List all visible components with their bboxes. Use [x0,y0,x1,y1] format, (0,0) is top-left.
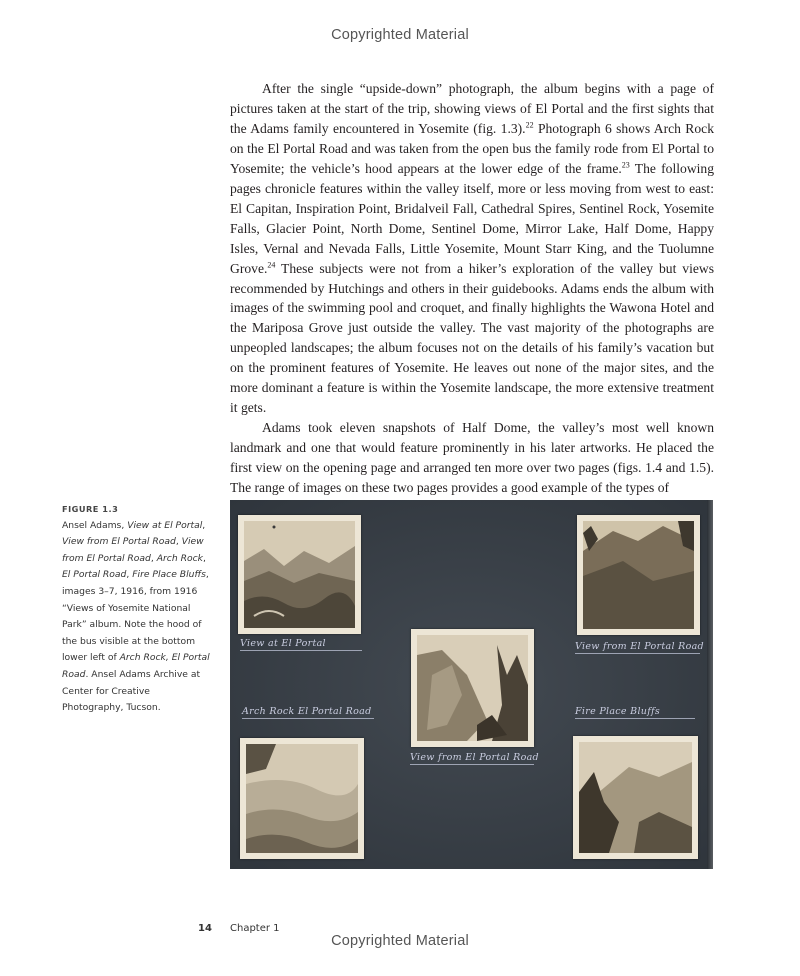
photo-image [583,521,694,629]
album-edge [707,500,713,869]
footnote-ref: 22 [525,120,534,130]
chapter-label: Chapter 1 [230,923,280,934]
photo-view-from-el-portal-road-right [577,515,700,635]
footnote-ref: 23 [621,160,630,170]
body-text [230,79,714,498]
photo-fire-place-bluffs [573,736,698,859]
photo-image [417,635,528,741]
photo-view-from-el-portal-road-center [411,629,534,747]
photo-view-at-el-portal [238,515,361,634]
label-arch-rock: Arch Rock El Portal Road [242,706,374,719]
label-view-at-el-portal: View at El Portal [240,638,362,651]
photo-image [579,742,692,853]
figure-caption: FIGURE 1.3 Ansel Adams, View at El Portal, View from El Portal Road, View from El Portal Road, Arch Rock, El Portal Road, Fire Place Bluffs, images 3–7, 1916, from 1916 “Views of Yosemite National Park” album. Note the hood of the bus visible at the bottom lower left of Arch Rock, El Portal Road. Ansel Adams Archive at Center for Creative Photography, Tucson. [62,501,214,717]
paragraph-2: Adams took eleven snapshots of Half Dome, the valley’s most well known landmark and one that would feature prominently in his later artworks. He placed the first view on the opening page and arranged ten more over two pages (figs. 1.4 and 1.5). The range of images on these two pages provides a good example of the types of [230,420,714,496]
album-page-figure [230,500,713,869]
copyright-header: Copyrighted Material [331,27,469,43]
photo-image [246,744,358,853]
label-view-from-el-portal-road-center: View from El Portal Road [410,752,539,763]
paragraph-1: After the single “upside-down” photograph, the album begins with a page of pictures taken at the start of the trip, showing views of El Portal and the first sights that the Adams family encountered in Yosemite (fig. 1.3).$^{22}$ Photograph 6 shows Arch Rock on the El Portal Road and was taken from the open bus the family rode from El Portal to Yosemite; the vehicle’s hood appears at the lower edge of the frame.$^{23}$ The following pages chronicle features within the valley itself, more or less moving from west to east: El Capitan, Inspiration Point, Bridalveil Fall, Cathedral Spires, Sentinel Rock, Yosemite Falls, Glacier Point, North Dome, Sentinel Dome, Mirror Lake, Half Dome, Happy Isles, Vernal and Nevada Falls, Little Yosemite, Mount Starr King, and the Tuolumne Grove.$^{24}$ These subjects were not from a hiker’s exploration of the valley but views recommended by Hutchings and others in their guidebooks. Adams ends the album with images of the swimming pool and croquet, and finally highlights the Wawona Hotel and the Mariposa Grove just outside the valley. The vast majority of the photographs are unpeopled landscapes; the album focuses not on the details of his family’s vacation but on the prominent features of Yosemite. He leaves out none of the major sites, and the more dominant a feature is within the Yosemite landscape, the more extensive treatment it gets. [230,81,715,416]
figure-label: FIGURE 1.3 [62,504,119,514]
label-view-from-el-portal-road-right: View from El Portal Road [575,641,704,652]
footnote-ref: 24 [267,260,276,270]
photo-arch-rock [240,738,364,859]
photo-image [244,521,355,628]
copyright-footer: Copyrighted Material [331,933,469,949]
page-number: 14 [198,923,212,934]
label-fire-place-bluffs: Fire Place Bluffs [575,706,695,719]
